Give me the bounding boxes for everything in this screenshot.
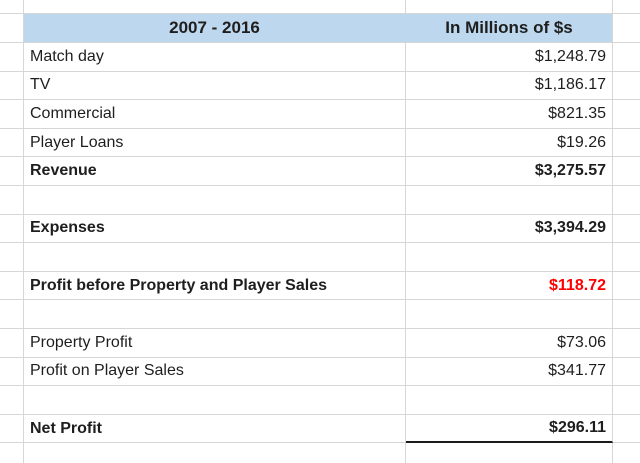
filler-cell <box>613 329 640 358</box>
left-margin-cell <box>0 243 24 272</box>
left-margin-cell <box>0 329 24 358</box>
table-row <box>0 358 640 387</box>
empty-row <box>0 243 640 272</box>
left-margin-cell <box>0 443 24 463</box>
row-label-cell[interactable]: Net Profit <box>24 415 406 444</box>
table-row-revenue-total <box>0 157 640 186</box>
left-margin-cell <box>0 358 24 387</box>
table-row <box>0 329 640 358</box>
row-label-cell[interactable]: Profit before Property and Player Sales <box>24 272 406 301</box>
filler-cell <box>613 100 640 129</box>
filler-cell <box>613 215 640 244</box>
left-margin-cell <box>0 100 24 129</box>
row-value-cell <box>406 243 613 272</box>
filler-cell <box>613 358 640 387</box>
row-label-cell <box>24 243 406 272</box>
left-margin-cell <box>0 0 24 14</box>
row-value-cell[interactable]: $73.06 <box>406 329 613 358</box>
filler-cell <box>613 186 640 215</box>
row-value-cell <box>406 300 613 329</box>
row-label-cell[interactable]: TV <box>24 72 406 101</box>
filler-cell <box>613 443 640 463</box>
filler-cell <box>613 300 640 329</box>
row-value-cell[interactable]: $19.26 <box>406 129 613 158</box>
header-unit-cell[interactable]: In Millions of $s <box>406 14 613 43</box>
table-row-net-profit <box>0 415 640 444</box>
left-margin-cell <box>0 300 24 329</box>
row-value-cell-loss[interactable]: $118.72 <box>406 272 613 301</box>
row-label-cell[interactable]: Expenses <box>24 215 406 244</box>
filler-cell <box>613 43 640 72</box>
empty-row <box>0 300 640 329</box>
row-label-cell[interactable]: Commercial <box>24 100 406 129</box>
row-label-cell[interactable]: Revenue <box>24 157 406 186</box>
left-margin-cell <box>0 186 24 215</box>
filler-cell <box>24 0 406 14</box>
row-label-cell <box>24 186 406 215</box>
left-margin-cell <box>0 43 24 72</box>
row-value-cell <box>406 186 613 215</box>
left-margin-cell <box>0 157 24 186</box>
filler-cell <box>406 443 613 463</box>
row-label-cell[interactable]: Profit on Player Sales <box>24 358 406 387</box>
row-value-cell-total[interactable]: $296.11 <box>406 415 613 444</box>
filler-cell <box>613 243 640 272</box>
empty-row <box>0 386 640 415</box>
left-margin-cell <box>0 14 24 43</box>
left-margin-cell <box>0 129 24 158</box>
row-value-cell[interactable]: $1,248.79 <box>406 43 613 72</box>
row-label-cell[interactable]: Property Profit <box>24 329 406 358</box>
row-value-cell[interactable]: $341.77 <box>406 358 613 387</box>
header-period-cell[interactable]: 2007 - 2016 <box>24 14 406 43</box>
row-value-cell[interactable]: $821.35 <box>406 100 613 129</box>
left-margin-cell <box>0 272 24 301</box>
row-value-cell[interactable]: $3,275.57 <box>406 157 613 186</box>
table-row <box>0 43 640 72</box>
filler-cell <box>613 129 640 158</box>
table-row <box>0 100 640 129</box>
filler-cell <box>613 14 640 43</box>
table-row <box>0 129 640 158</box>
row-value-cell <box>406 386 613 415</box>
bottom-filler-row <box>0 443 640 463</box>
table-row-profit-before-sales <box>0 272 640 301</box>
filler-cell <box>24 443 406 463</box>
row-label-cell[interactable]: Match day <box>24 43 406 72</box>
row-value-cell[interactable]: $3,394.29 <box>406 215 613 244</box>
filler-cell <box>613 0 640 14</box>
left-margin-cell <box>0 215 24 244</box>
left-margin-cell <box>0 386 24 415</box>
filler-cell <box>406 0 613 14</box>
filler-cell <box>613 386 640 415</box>
filler-cell <box>613 157 640 186</box>
row-label-cell <box>24 300 406 329</box>
row-value-cell[interactable]: $1,186.17 <box>406 72 613 101</box>
row-label-cell <box>24 386 406 415</box>
row-label-cell[interactable]: Player Loans <box>24 129 406 158</box>
filler-cell <box>613 72 640 101</box>
filler-cell <box>613 272 640 301</box>
table-row-expenses-total <box>0 215 640 244</box>
left-margin-cell <box>0 72 24 101</box>
left-margin-cell <box>0 415 24 444</box>
filler-cell <box>613 415 640 444</box>
header-row <box>0 14 640 43</box>
empty-row <box>0 186 640 215</box>
table-row <box>0 72 640 101</box>
top-filler-row <box>0 0 640 14</box>
